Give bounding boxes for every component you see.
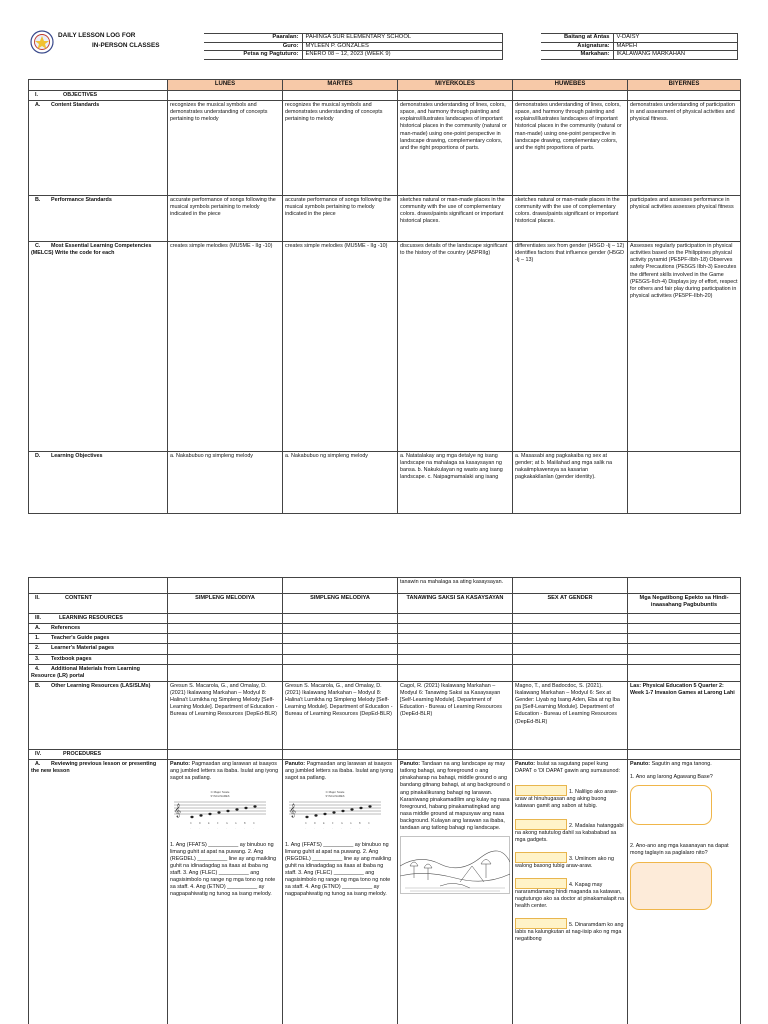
cell-content-miyerkoles: demonstrates understanding of lines, colors, space, and harmony through painting and explains/illustrates landscapes of important historical places in the community (natural or man-made) using one-point perspective in landscape drawing, complementary colors, and the right proportions of parts. <box>398 101 513 196</box>
class-info-table <box>541 33 738 60</box>
content-procedures-table <box>28 577 741 1024</box>
cell-performance-martes: accurate performance of songs following the musical symbols pertaining to melody indicated in the piece <box>283 196 398 242</box>
row-label: Learner's Material pages <box>51 645 115 652</box>
answer-box-1[interactable] <box>630 785 712 825</box>
row-label: References <box>51 625 81 632</box>
cell-performance-biyernes: participates and assesses performance in physical activities assesses physical fitness <box>628 196 741 242</box>
objectives-section-row <box>29 90 741 100</box>
dapat-item-4: 4. Kapag may nararamdamang hindi maganda sa katawan, nagtutungo ako sa doctor at pinakamalapit na health center. <box>515 878 625 910</box>
resource-huwebes: Magno, T., and Badocdoc, S. (2021). Ikalawang Markahan – Modyul 6: Sex at Gender: Liyab ng Isang Aden, Eba at ng Iba pa [Self-Learning Module]. Department of Education - Bureau of Learning Resources (DepEd-BLR) <box>513 681 628 749</box>
cell-melcs-martes: creates simple melodies (MU5ME - IIg -10) <box>283 242 398 452</box>
cell-objectives-huwebes: a. Masasabi ang pagkakaiba ng sex at gender; at b. Maiilahad ang mga salik na nakaiimpluwensya sa kasarian pagkakakilanlan (gender identity). <box>513 452 628 514</box>
header-blank-cell <box>29 80 168 91</box>
panuto-label: Panuto: <box>630 761 651 767</box>
c-major-scale-staff-icon <box>170 788 270 832</box>
cell-melcs-lunes: creates simple melodies (MU5ME - IIg -10) <box>168 242 283 452</box>
svg-text:𝄞: 𝄞 <box>289 803 297 818</box>
learning-resources-row <box>29 614 741 624</box>
svg-text:·: · <box>350 827 351 831</box>
content-row <box>29 594 741 614</box>
value-baitang: V-DAISY <box>613 34 737 43</box>
review-huwebes <box>513 760 628 1024</box>
svg-text:F: F <box>217 822 219 826</box>
day-header-biyernes: BIYERNES <box>628 80 741 91</box>
row-label: Learning Objectives <box>51 453 103 460</box>
row-label: CONTENT <box>65 595 93 601</box>
row-number: C. <box>35 243 41 250</box>
svg-text:·: · <box>323 827 324 831</box>
svg-text:C: C <box>305 822 307 826</box>
topic-miyerkoles: TANAWING SAKSI SA KASAYSAYAN <box>398 594 513 614</box>
svg-text:·: · <box>332 827 333 831</box>
value-asignatura: MAPEH <box>613 42 737 51</box>
cell-content-lunes: recognizes the musical symbols and demonstrates understanding of concepts pertaining to melody <box>168 101 283 196</box>
svg-text:·: · <box>235 827 236 831</box>
dapat-item-5: 5. Dinaramdam ko ang labis na kalungkutan at nag-iisip ako ng mga negatibong <box>515 918 625 943</box>
learners-material-row <box>29 644 741 654</box>
svg-text:G: G <box>341 822 343 826</box>
section-number: I. <box>35 91 38 98</box>
row-label: Textbook pages <box>51 655 92 662</box>
deped-seal-icon <box>30 30 54 54</box>
cell-objectives-biyernes <box>628 452 741 514</box>
row-label: LEARNING RESOURCES <box>59 615 123 621</box>
row-number: D. <box>35 453 41 460</box>
day-header-martes: MARTES <box>283 80 398 91</box>
day-header-row <box>29 80 741 91</box>
row-number: 2. <box>35 645 40 652</box>
svg-text:B: B <box>244 822 246 826</box>
additional-materials-row <box>29 664 741 681</box>
row-label-review <box>29 760 168 1024</box>
svg-text:𝄞: 𝄞 <box>174 803 182 818</box>
row-label-procedures <box>29 749 168 759</box>
review-items: 1. Ang (FFATS) __________ ay binubuo ng limang guhit at apat na puwang. 2. Ang (REGDEL) __________ line ay ang maikling guhit na idinadagdag sa itaas at ibaba ng staff. 3. Ang (FLEC) __________ ang nagsisimbolo ng range ng mga tono ng note sa staff. 4. Ang (ETNO) __________ ay nagpapahiwatig ng tunog sa isang melody. <box>285 841 392 898</box>
answer-blank[interactable] <box>515 819 567 830</box>
school-info-table <box>204 33 503 60</box>
svg-text:C: C <box>368 822 370 826</box>
svg-text:E: E <box>323 822 325 826</box>
row-label-content-standards <box>29 101 168 196</box>
learning-objectives-row <box>29 452 741 514</box>
svg-text:·: · <box>253 827 254 831</box>
performance-standards-row <box>29 196 741 242</box>
resource-martes: Gresun S. Macarola, G., and Omalay, D. (2021) Ikalawang Markahan – Modyul 8: Halina't Lumikha ng Simpleng Melody [Self-Learning Module]. Department of Education - Bureau of Learning Resources (DepEd-BLR) <box>283 681 398 749</box>
log-title-line1: DAILY LESSON LOG FOR <box>58 32 136 39</box>
svg-text:F: F <box>332 822 334 826</box>
row-label-other-resources <box>29 681 168 749</box>
cell-content-martes: recognizes the musical symbols and demonstrates understanding of concepts pertaining to melody <box>283 101 398 196</box>
cell-performance-miyerkoles: sketches natural or man-made places in the community with the use of complementary colors. draws/paints significant or important historical places. <box>398 196 513 242</box>
cell-content-huwebes: demonstrates understanding of lines, colors, space, and harmony through painting and explains/illustrates landscapes of important historical places in the community (natural or man-made) using one-point perspective in landscape drawing, complementary colors, and the right proportions of parts. <box>513 101 628 196</box>
landscape-instructions: Tandaan na ang landscape ay may tatlong bahagi, ang foreground o ang pinakaharap na bahagi, middle ground o ang bandang gitnang bahagi, at ang background o ang pinakalikurang bahagi ng larawan. Karaniwang pinakamadilim ang kulay ng nasa foreground, habang pinakamatingkad ang nasa middle ground at mapusyaw ang nasa background. Kulayan ang larawan sa ibaba, tandaan ang tatlong bahagi ng landscape. <box>400 761 511 832</box>
topic-martes: SIMPLENG MELODIYA <box>283 594 398 614</box>
answer-box-2[interactable] <box>630 862 712 910</box>
svg-text:E: E <box>208 822 210 826</box>
row-label-additional-materials <box>29 664 168 681</box>
day-header-lunes: LUNES <box>168 80 283 91</box>
cell-melcs-miyerkoles: discusses details of the landscape significant to the history of the country (A5PRIIg) <box>398 242 513 452</box>
row-number: IV. <box>35 750 42 757</box>
row-label: Performance Standards <box>51 197 112 204</box>
row-label: Additional Materials from Learning Resource (LR) portal <box>31 665 140 679</box>
review-biyernes <box>628 760 741 1024</box>
dapat-item-3: 3. Umiinom ako ng walong basong tubig araw-araw. <box>515 852 625 870</box>
row-label: Most Essential Learning Competencies (MELCS) Write the code for each <box>31 243 152 257</box>
svg-text:D: D <box>314 822 316 826</box>
row-number: A. <box>35 761 41 767</box>
row-label-learners-material <box>29 644 168 654</box>
cell-performance-lunes: accurate performance of songs following the musical symbols pertaining to melody indicated in the piece <box>168 196 283 242</box>
svg-text:C: C <box>190 822 192 826</box>
review-lesson-row <box>29 760 741 1024</box>
row-number: 3. <box>35 655 40 662</box>
row-number: III. <box>35 615 41 621</box>
row-number: A. <box>35 102 41 109</box>
other-resources-row <box>29 681 741 749</box>
svg-text:·: · <box>305 827 306 831</box>
svg-text:B: B <box>359 822 361 826</box>
row-number: 1. <box>35 635 40 642</box>
svg-text:A: A <box>235 822 237 826</box>
staff-title: C Major Scale <box>325 790 345 795</box>
svg-text:C: C <box>253 822 255 826</box>
row-label-content <box>29 594 168 614</box>
row-label-teachers-guide <box>29 634 168 644</box>
lesson-log-header <box>28 26 740 72</box>
svg-text:·: · <box>226 827 227 831</box>
svg-text:·: · <box>199 827 200 831</box>
review-martes <box>283 760 398 1024</box>
svg-text:A: A <box>350 822 352 826</box>
svg-text:·: · <box>368 827 369 831</box>
row-label-references <box>29 624 168 634</box>
value-paaralan: PAHINGA SUR ELEMENTARY SCHOOL <box>302 34 502 43</box>
label-markahan: Markahan: <box>541 51 613 60</box>
landscape-drawing-icon <box>400 836 510 894</box>
value-guro: MYLEEN P. GONZALES <box>302 42 502 51</box>
label-baitang: Baitang at Antas <box>541 34 613 43</box>
panuto-label: Panuto: <box>400 761 421 767</box>
label-petsa: Petsa ng Pagtuturo: <box>204 51 302 60</box>
teachers-guide-row <box>29 634 741 644</box>
cell-melcs-biyernes: Assesses regularly participation in physical activities based on the Philippines physical activity pyramid (PE5PF-IIbh-18) Observes safety Precautions (PE5GS IIbh-3) Executes the different skills involved in the Game (PE5GS-IIch-4) Displays joy of effort, respect for others and fair play during participation in physical activities (PE5PF-IIbh-20) <box>628 242 741 452</box>
value-markahan: IKALAWANG MARKAHAN <box>613 51 737 60</box>
panuto-label: Panuto: <box>515 761 536 767</box>
objectives-section-label <box>29 90 168 100</box>
review-intro: Pagmasdan ang larawan at isaayos ang jumbled letters sa ibaba. Isulat ang iyong sagot sa patlang. <box>170 761 279 782</box>
svg-text:·: · <box>341 827 342 831</box>
row-label-performance-standards <box>29 196 168 242</box>
cell-objectives-miyerkoles: a. Natatalakay ang mga detalye ng isang landscape na mahalaga sa kasaysayan ng bansa. b. Nakukulayan ng wasto ang isang landscape. c. Naipagmamalaki ang isang <box>398 452 513 514</box>
row-number: B. <box>35 197 41 204</box>
svg-text:·: · <box>208 827 209 831</box>
svg-text:·: · <box>244 827 245 831</box>
answer-blank[interactable] <box>515 878 567 889</box>
log-title-line2: IN-PERSON CLASSES <box>92 42 160 49</box>
carry-over-row <box>29 578 741 594</box>
svg-text:·: · <box>190 827 191 831</box>
row-number: B. <box>35 682 41 689</box>
day-header-huwebes: HUWEBES <box>513 80 628 91</box>
review-items: 1. Ang (FFATS) __________ ay binubuo ng limang guhit at apat na puwang. 2. Ang (REGDEL) __________ line ay ang maikling guhit na idinadagdag sa itaas at ibaba ng staff. 3. Ang (FLEC) __________ ang nagsisimbolo ng range ng mga tono ng note sa staff. 4. Ang (ETNO) __________ ay nagpapahiwatig ng tunog sa isang melody. <box>170 841 277 898</box>
row-label-melcs <box>29 242 168 452</box>
c-major-scale-staff-icon <box>285 788 385 832</box>
melcs-row <box>29 242 741 452</box>
answer-blank[interactable] <box>515 785 567 796</box>
dapat-instructions: Isulat sa sagutang papel kung DAPAT o 'DI DAPAT gawin ang sumusunod: <box>515 761 620 775</box>
row-label: Reviewing previous lesson or presenting the new lesson <box>31 761 157 775</box>
cell-content-biyernes: demonstrates understanding of participation in and assessment of physical activities and physical fitness. <box>628 101 741 196</box>
svg-text:·: · <box>359 827 360 831</box>
resource-miyerkoles: Cagol, R. (2021) Ikalawang Markahan – Modyul 6: Tanawing Saksi sa Kasaysayan [Self-Learning Module]. Department of Education - Bureau of Learning Resources (DepEd-BLR) <box>398 681 513 749</box>
staff-subtitle: SYNCH NAMES <box>325 795 345 799</box>
question-instructions: Sagutin ang mga tanong. <box>651 761 712 767</box>
panuto-label: Panuto: <box>170 761 191 767</box>
label-paaralan: Paaralan: <box>204 34 302 43</box>
answer-blank[interactable] <box>515 852 567 863</box>
cell-objectives-lunes: a. Nakabubuo ng simpleng melody <box>168 452 283 514</box>
objectives-table <box>28 79 741 514</box>
row-number: 4. <box>35 665 40 672</box>
label-asignatura: Asignatura: <box>541 42 613 51</box>
row-number: A. <box>35 625 41 632</box>
review-intro: Pagmasdan ang larawan at isaayos ang jumbled letters sa ibaba. Isulat ang iyong sagot sa patlang. <box>285 761 394 782</box>
row-label-learning-objectives <box>29 452 168 514</box>
content-standards-row <box>29 101 741 196</box>
textbook-row <box>29 654 741 664</box>
cell-melcs-huwebes: differentiates sex from gender (H5GD -Ij – 12) identifies factors that influence gender (H5GD -Ij – 13) <box>513 242 628 452</box>
row-number: II. <box>35 595 40 601</box>
staff-title: C Major Scale <box>210 790 230 795</box>
question-1: 1. Ano ang larong Agawang Base? <box>630 774 713 781</box>
row-label: Other Learning Resources (LAS/SLMs) <box>51 682 151 689</box>
carry-over-text: tanawin na mahalaga sa ating kasaysayan. <box>398 578 513 594</box>
label-guro: Guro: <box>204 42 302 51</box>
resource-lunes: Gresun S. Macarola, G., and Omalay, D. (2021) Ikalawang Markahan – Modyul 8: Halina't Lumikha ng Simpleng Melody [Self-Learning Module]. Department of Education - Bureau of Learning Resources (DepEd-BLR) <box>168 681 283 749</box>
row-label: Content Standards <box>51 102 100 109</box>
procedures-row <box>29 749 741 759</box>
topic-lunes: SIMPLENG MELODIYA <box>168 594 283 614</box>
day-header-miyerkoles: MIYERKOLES <box>398 80 513 91</box>
svg-text:·: · <box>314 827 315 831</box>
answer-blank[interactable] <box>515 918 567 929</box>
staff-subtitle: SYNCH NAMES <box>210 795 230 799</box>
cell-performance-huwebes: sketches natural or man-made places in the community with the use of complementary colors. draws/paints significant or important historical places. <box>513 196 628 242</box>
dapat-item-1: 1. Naliligo ako araw-araw at hinuhugasan ang aking buong katawan gamit ang sabon at tubig. <box>515 785 625 810</box>
row-label-learning-resources <box>29 614 168 624</box>
svg-text:·: · <box>217 827 218 831</box>
cell-objectives-martes: a. Nakabubuo ng simpleng melody <box>283 452 398 514</box>
dapat-item-2: 2. Madalas hatanggabi na akong natutulog dahil sa kabababad sa mga gadgets. <box>515 819 625 844</box>
topic-biyernes: Mga Negatibong Epekto sa Hindi-inaasahang Pagbubuntis <box>628 594 741 614</box>
references-row <box>29 624 741 634</box>
review-lunes <box>168 760 283 1024</box>
row-label-textbook <box>29 654 168 664</box>
resource-biyernes: Las: Physical Education 5 Quarter 2: Week 1-7 Invasion Games at Larong Lahi <box>628 681 741 749</box>
topic-huwebes: SEX AT GENDER <box>513 594 628 614</box>
row-label: Teacher's Guide pages <box>51 635 110 642</box>
svg-text:D: D <box>199 822 201 826</box>
review-miyerkoles <box>398 760 513 1024</box>
svg-text:G: G <box>226 822 228 826</box>
panuto-label: Panuto: <box>285 761 306 767</box>
question-2: 2. Ano-ano ang mga kasanayan na dapat mong taglayin sa paglalaro nito? <box>630 843 729 857</box>
section-title: OBJECTIVES <box>63 91 98 98</box>
value-petsa: ENERO 08 – 12, 2023 (WEEK 9) <box>302 51 502 60</box>
row-label: PROCEDURES <box>63 750 102 757</box>
